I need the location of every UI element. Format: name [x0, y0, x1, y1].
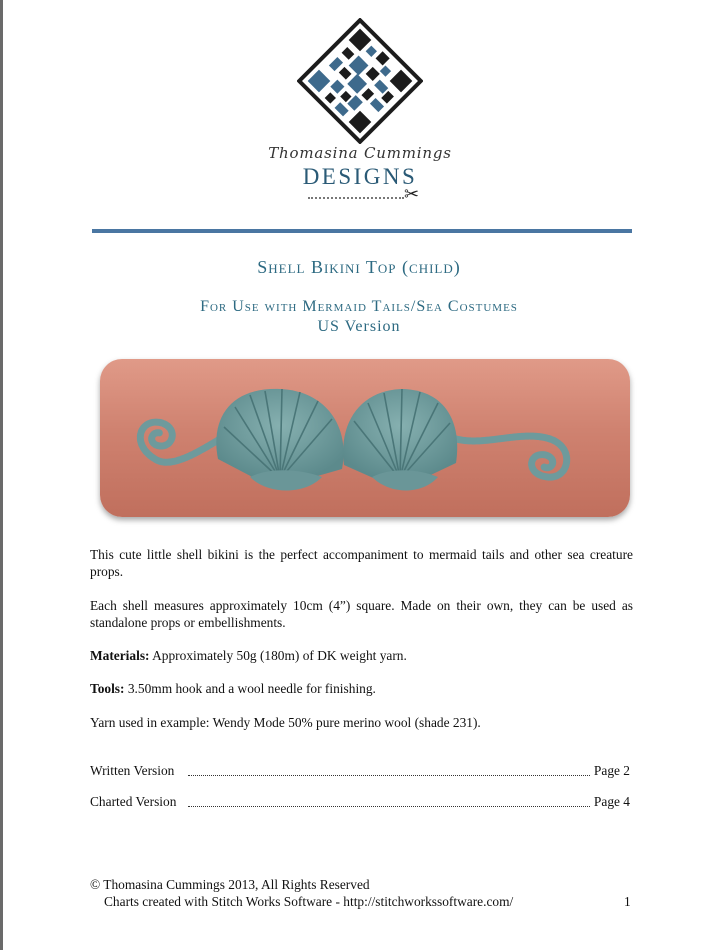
scissors-icon: ✂	[404, 184, 420, 204]
toc-page: Page 4	[593, 794, 630, 809]
header-rule	[92, 229, 632, 233]
tools-label: Tools:	[90, 681, 125, 696]
page-number: 1	[624, 894, 631, 909]
right-shell	[343, 389, 457, 491]
product-photo	[100, 359, 630, 517]
logo-diamond-mark	[297, 18, 423, 144]
tools-text: 3.50mm hook and a wool needle for finishing.	[127, 681, 376, 696]
toc-name: Written Version	[90, 763, 175, 778]
tools-line	[90, 680, 633, 697]
materials-label: Materials:	[90, 648, 150, 663]
software-credits: Charts created with Stitch Works Software - http://stitchworkssoftware.com/	[104, 894, 514, 909]
toc-entry	[90, 794, 630, 812]
yarn-line: Yarn used in example: Wendy Mode 50% pure merino wool (shade 231).	[90, 715, 481, 730]
shell-bikini-illustration	[100, 359, 630, 517]
toc-leader	[188, 775, 590, 776]
materials-line	[90, 647, 633, 664]
logo	[230, 14, 490, 210]
version-label: US Version	[317, 318, 401, 335]
logo-dotted-line	[308, 197, 404, 199]
page-left-edge	[0, 0, 3, 950]
logo-designs: DESIGNS	[302, 164, 418, 189]
materials-text: Approximately 50g (180m) of DK weight yarn.	[152, 648, 407, 663]
toc-page: Page 2	[593, 763, 630, 778]
page-subtitle: For Use with Mermaid Tails/Sea Costumes	[200, 298, 518, 315]
measure-paragraph: Each shell measures approximately 10cm (4”) square. Made on their own, they can be used as standalone props or embellishments.	[90, 598, 633, 630]
copyright-notice: © Thomasina Cummings 2013, All Rights Reserved	[90, 877, 370, 892]
toc-name: Charted Version	[90, 794, 177, 809]
toc-leader	[188, 806, 590, 807]
toc-entry	[90, 763, 630, 781]
left-shell	[216, 389, 343, 491]
page-title: Shell Bikini Top (child)	[257, 257, 461, 277]
intro-paragraph: This cute little shell bikini is the perfect accompaniment to mermaid tails and other sea creature props.	[90, 547, 633, 579]
logo-name: Thomasina Cummings	[268, 144, 452, 162]
